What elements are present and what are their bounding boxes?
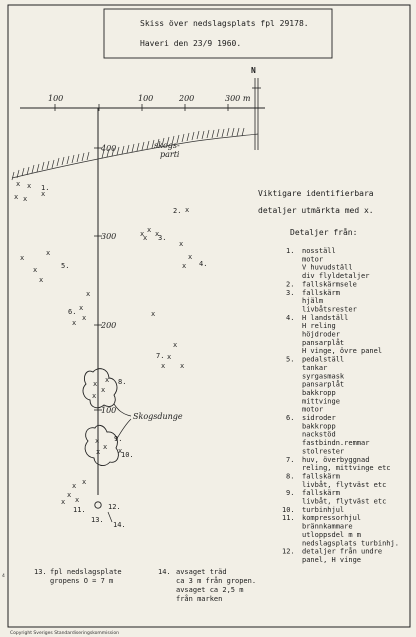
svg-text:x: x [86,290,91,298]
svg-text:x: x [101,386,106,394]
svg-text:x: x [23,195,28,203]
legend-list [282,247,399,564]
legend-item-6-line-4: fastbindn.remmar [302,439,370,448]
point-label-8: 8. [118,378,127,386]
svg-text:x: x [39,276,44,284]
svg-text:x: x [185,206,190,214]
legend-item-3-line-1: fallskärm [302,288,340,297]
point-label-14: 14. [113,521,126,529]
legend-item-11-line-1: kompressorhjul [302,514,362,523]
svg-text:x: x [75,496,80,504]
axis-mark-400: 400 [101,144,117,153]
svg-text:x: x [140,230,145,238]
legend-item-7-number: 7. [286,455,295,464]
copyright-note: Copyright Sveriges Standardiseringskommission [10,631,119,636]
legend-item-1-line-3: V huvudställ [302,263,353,272]
debris-markers [14,180,192,506]
legend-item-4-line-4: pansarplåt [302,338,345,347]
forest-label: skogs-parti [154,141,180,159]
svg-text:x: x [82,478,87,486]
legend-item-11-line-4: nedslagsplats turbinhj. [302,539,399,548]
axis-mark-300: 300 [101,232,117,241]
legend-item-10-line-1: turbinhjul [302,505,345,514]
footnote-13-number: 13. [34,568,47,576]
svg-text:x: x [20,254,25,262]
legend-item-3-line-2: hjälm [302,297,324,306]
legend-item-5-line-3: syrgasmask [302,372,345,381]
svg-text:x: x [27,182,32,190]
scale-mark-200: 200 [179,94,195,103]
legend-item-11-line-3: utloppsdel m m [302,530,362,539]
legend-item-5-line-7: motor [302,405,324,414]
legend-item-12-line-2: panel, H vinge [302,555,362,564]
svg-text:x: x [82,314,87,322]
point-label-2: 2. [173,207,182,215]
legend-item-1-line-4: div flyldetaljer [302,272,370,281]
footnote-13-line-2: gropens O = 7 m [50,577,114,585]
svg-text:x: x [61,498,66,506]
legend-item-6-number: 6. [286,414,295,422]
point-label-5: 5. [61,262,70,270]
legend-item-4-line-1: H landställ [302,313,349,322]
point-label-11: 11. [73,506,86,514]
svg-text:x: x [151,310,156,318]
svg-text:x: x [173,341,178,349]
legend-item-5-line-5: bakkropp [302,388,336,397]
svg-text:x: x [93,380,98,388]
svg-text:x: x [92,392,97,400]
legend-item-5-line-1: pedalställ [302,355,345,364]
point-label-6: 6. [68,308,77,316]
svg-text:x: x [96,448,101,456]
svg-text:x: x [16,180,21,188]
north-label: N [251,66,256,75]
point-label-9: 9. [114,435,123,443]
legend-item-2-line-1: fallskärmsele [302,280,357,289]
legend-item-3-line-3: livbåtsrester [302,305,357,314]
legend-item-11-number: 11. [282,514,295,523]
svg-text:x: x [155,230,160,238]
svg-text:x: x [95,437,100,445]
legend-item-8-number: 8. [286,472,295,481]
legend-item-4-line-2: H reling [302,322,336,331]
svg-text:x: x [188,253,193,261]
legend-item-5-line-2: tankar [302,363,328,372]
legend-item-6-line-5: stolrester [302,447,345,456]
legend-item-1-line-1: nosställ [302,247,336,255]
svg-text:x: x [67,491,72,499]
grove-pointer-upper [114,404,131,416]
crater-marker [95,502,101,508]
legend-intro-line-1: Viktigare identifierbara [258,189,374,198]
point-label-4: 4. [199,260,208,268]
point-label-7: 7. [156,352,165,360]
scale-mark-100-left: 100 [48,94,64,103]
legend-item-1-line-2: motor [302,255,324,264]
footnote-14-line-2: ca 3 m från gropen. [176,577,257,585]
svg-text:x: x [167,353,172,361]
footnote-13-line-1: fpl nedslagsplate [50,568,122,576]
point-label-1: 1. [41,184,50,192]
grove-label: Skogsdunge [133,412,183,421]
grove-outline [83,369,118,466]
legend-item-5-line-4: pansarplåt [302,380,345,389]
footnote-14-line-4: från marken [176,595,223,603]
legend-item-3-number: 3. [286,288,295,297]
legend-item-4-line-5: H vinge, övre panel [302,347,383,356]
legend-item-6-line-2: bakkropp [302,422,336,431]
svg-text:x: x [46,249,51,257]
legend-intro-line-2: detaljer utmärkta med x. [258,206,374,215]
margin-mark: 4 [2,574,5,579]
legend-item-6-line-1: sidroder [302,414,336,422]
svg-text:x: x [79,304,84,312]
legend-item-10-number: 10. [282,505,295,514]
svg-text:x: x [180,362,185,370]
footnote-14-number: 14. [158,568,171,576]
legend-item-9-line-1: fallskärm [302,489,340,498]
title-box [104,9,332,58]
svg-text:x: x [105,376,110,384]
point-label-13: 13. [91,516,104,524]
legend-item-7-line-1: huv, överbyggnad [302,455,370,464]
legend-item-1-number: 1. [286,247,295,255]
svg-text:x: x [179,240,184,248]
legend-item-12-line-1: detaljer från undre [302,547,383,556]
legend-item-11-line-2: brännkammare [302,522,353,531]
scale-bar [20,94,265,111]
legend-item-12-number: 12. [282,547,295,556]
svg-text:x: x [143,234,148,242]
legend-item-8-line-1: fallskärm [302,472,340,481]
svg-text:x: x [14,193,19,201]
legend-item-4-number: 4. [286,313,295,322]
title-text: Skiss över nedslagsplats fpl 29178. [140,19,309,28]
legend-item-7-line-2: reling, mittvinge etc [302,464,391,473]
footnote-14-line-1: avsaget träd [176,568,227,576]
legend-item-5-number: 5. [286,355,295,364]
legend-item-6-line-3: nackstöd [302,430,336,439]
point-label-12: 12. [108,503,121,511]
svg-text:x: x [147,226,152,234]
axis-mark-200: 200 [101,321,117,330]
legend-item-9-number: 9. [286,489,295,498]
forest-edge-hatching [12,128,258,180]
footnote-14-line-3: avsaget ca 2,5 m [176,586,244,594]
svg-text:x: x [161,362,166,370]
legend-item-5-line-6: mittvinge [302,397,340,406]
scale-mark-300: 300 m [225,94,251,103]
subtitle-text: Haveri den 23/9 1960. [140,39,242,48]
legend-heading: Detaljer från: [290,228,358,237]
svg-text:x: x [41,190,46,198]
svg-text:x: x [72,319,77,327]
tree-stump-marker [108,512,112,522]
point-label-10: 10. [121,451,134,459]
axis-mark-100: 100 [101,406,117,415]
svg-text:x: x [33,266,38,274]
svg-text:x: x [118,447,123,455]
legend-item-2-number: 2. [286,280,295,289]
svg-text:x: x [103,443,108,451]
point-label-3: 3. [158,234,167,242]
svg-text:x: x [72,482,77,490]
scale-mark-100: 100 [138,94,154,103]
svg-text:x: x [182,262,187,270]
legend-item-4-line-3: höjdroder [302,330,340,339]
legend-item-9-line-2: livbåt, flytväst etc [302,497,387,506]
legend-item-8-line-2: livbåt, flytväst etc [302,480,387,489]
